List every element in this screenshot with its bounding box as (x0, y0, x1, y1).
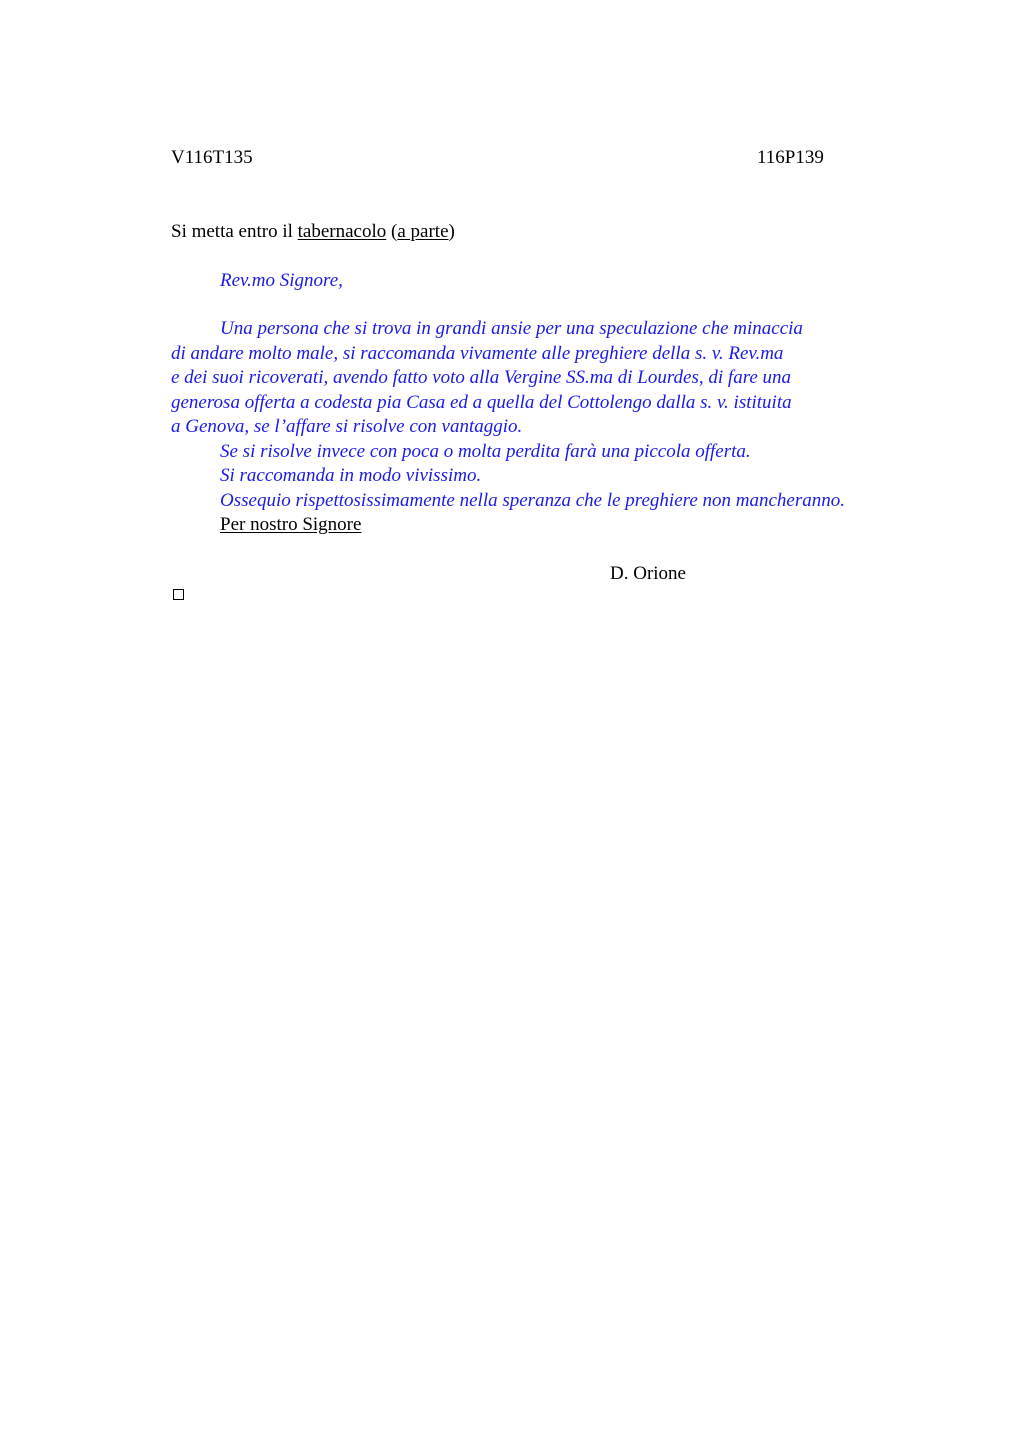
letter-extra-line: Ossequio rispettosissimamente nella speranza che le preghiere non mancheranno. (220, 490, 845, 511)
paren-open: ( (391, 221, 398, 242)
header-left-code: V116T135 (171, 147, 253, 168)
letter-extra-line: Si raccomanda in modo vivissimo. (220, 465, 482, 486)
letter-body-line: generosa offerta a codesta pia Casa ed a quella del Cottolengo dalla s. v. istituita (171, 392, 792, 413)
letter-body-line: Una persona che si trova in grandi ansie per una speculazione che minaccia (220, 318, 803, 339)
instruction-line (171, 220, 455, 244)
letter-signature: D. Orione (610, 563, 686, 584)
letter-salutation: Rev.mo Signore, (220, 270, 343, 291)
letter-body-line: a Genova, se l’affare si risolve con vantaggio. (171, 416, 523, 437)
instruction-underlined-paren: a parte (397, 221, 449, 242)
header-right-code: 116P139 (757, 147, 824, 168)
paren-close: ) (448, 221, 455, 242)
letter-closing: Per nostro Signore (220, 514, 362, 535)
letter-extra-line: Se si risolve invece con poca o molta perdita farà una piccola offerta. (220, 441, 751, 462)
instruction-prefix: Si metta entro il (171, 221, 298, 242)
letter-body-line: di andare molto male, si raccomanda vivamente alle preghiere della s. v. Rev.ma (171, 343, 784, 364)
checkbox-square-icon (173, 589, 184, 600)
letter-body-line: e dei suoi ricoverati, avendo fatto voto alla Vergine SS.ma di Lourdes, di fare una (171, 367, 792, 388)
instruction-underlined-word: tabernacolo (297, 221, 387, 242)
